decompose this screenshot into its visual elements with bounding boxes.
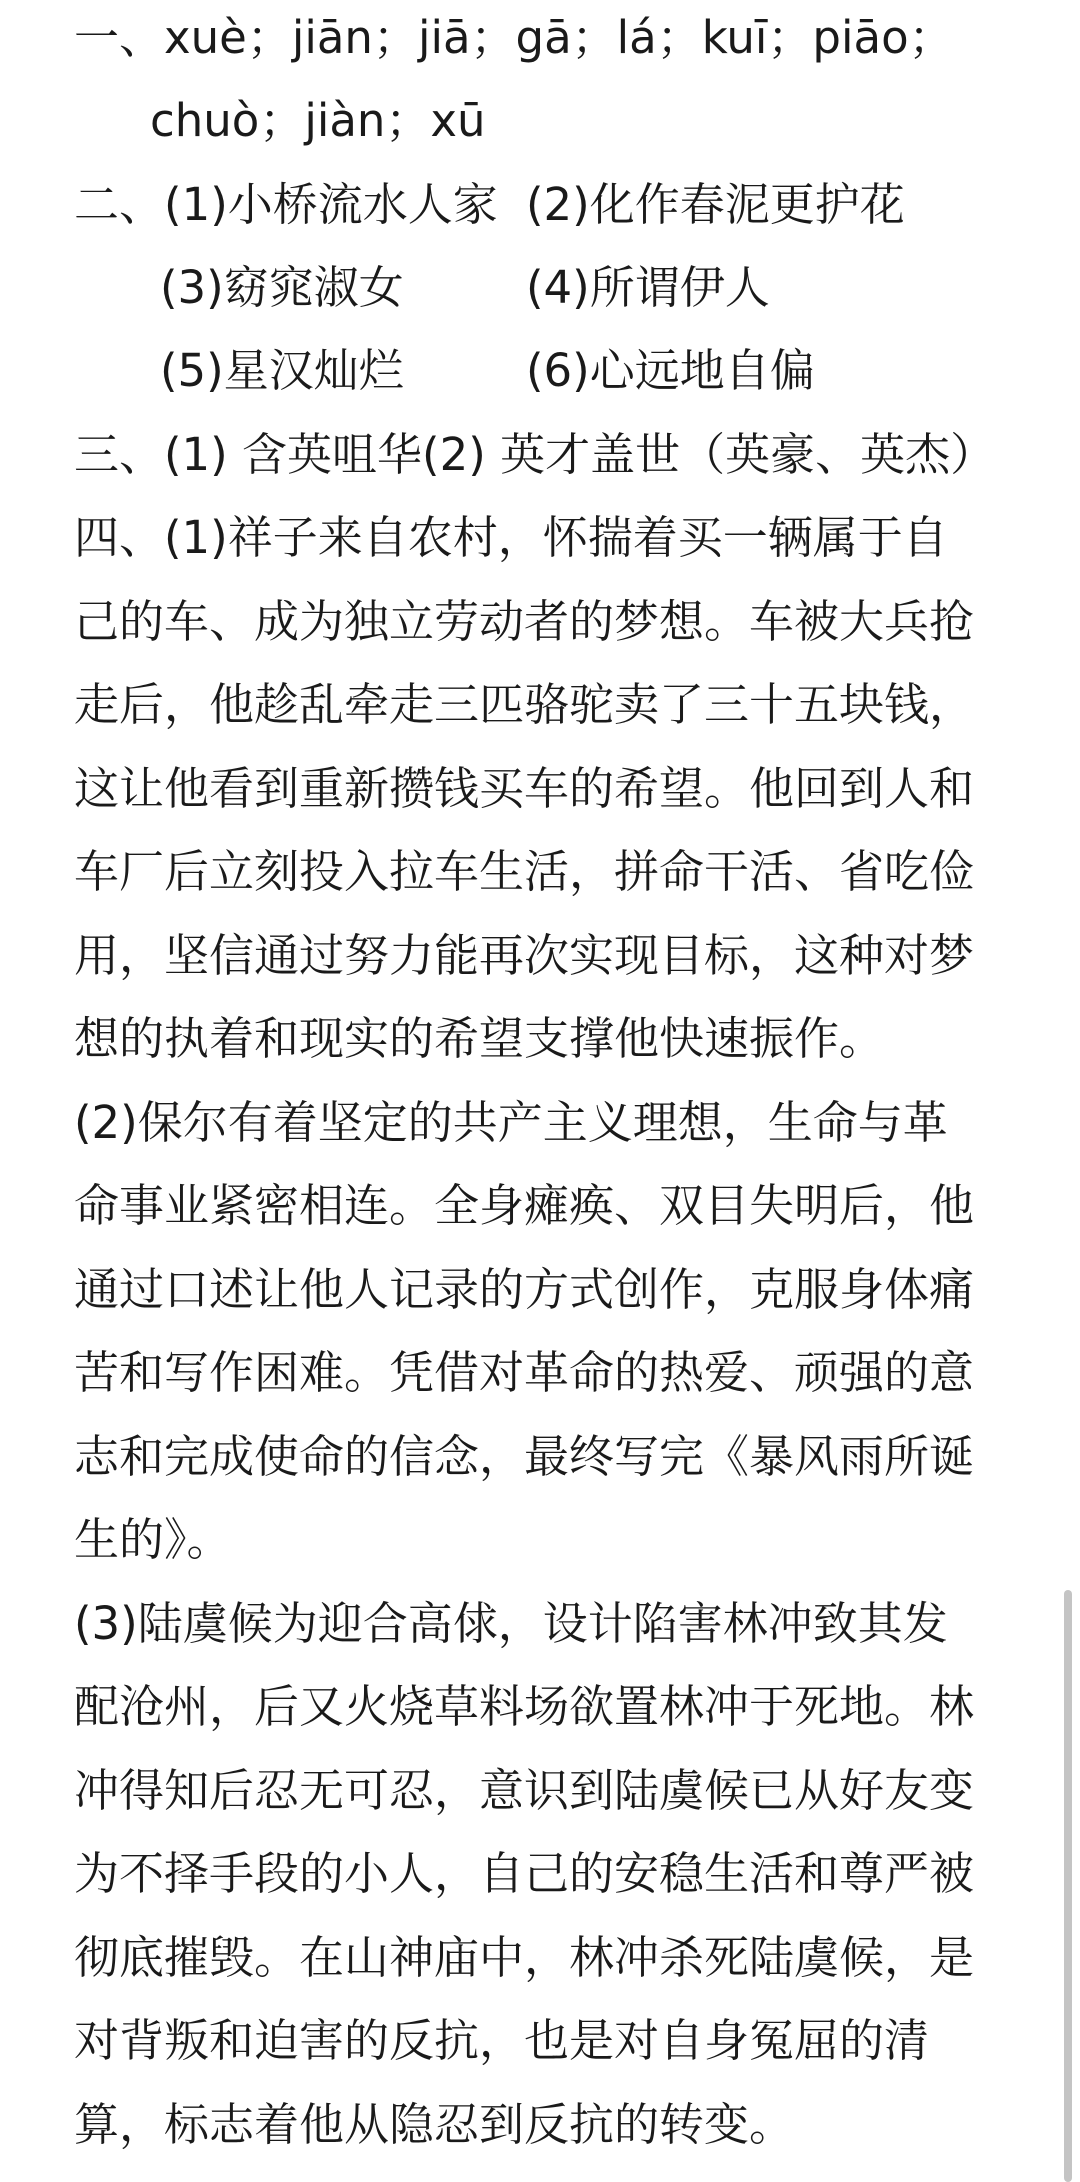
section-4-line: 这让他看到重新攒钱买车的希望。他回到人和 bbox=[74, 762, 975, 815]
section-4-line: 配沧州，后又火烧草料场欲置林冲于死地。林 bbox=[74, 1680, 975, 1733]
section-4-line: 为不择手段的小人，自己的安稳生活和尊严被 bbox=[74, 1847, 975, 1900]
answer-section-1-line-2: chuò；jiàn；xū bbox=[150, 94, 486, 147]
section-4-line: 对背叛和迫害的反抗，也是对自身冤屈的清 bbox=[74, 2014, 930, 2067]
section-4-line: 想的执着和现实的希望支撑他快速振作。 bbox=[74, 1012, 885, 1065]
section-4-line: 用，坚信通过努力能再次实现目标，这种对梦 bbox=[74, 929, 975, 982]
section-4-line: 通过口述让他人记录的方式创作，克服身体痛 bbox=[74, 1263, 975, 1316]
section-4-line: 生的》。 bbox=[74, 1513, 232, 1566]
section-4-line: 志和完成使命的信念，最终写完《暴风雨所诞 bbox=[74, 1430, 975, 1483]
section-4-line: 命事业紧密相连。全身瘫痪、双目失明后，他 bbox=[74, 1179, 975, 1232]
answer-section-3-line: 三、(1) 含英咀华(2) 英才盖世（英豪、英杰） bbox=[74, 428, 996, 481]
section-4-line: 冲得知后忍无可忍，意识到陆虞候已从好友变 bbox=[74, 1764, 975, 1817]
section-2-item-4: (4)所谓伊人 bbox=[526, 261, 770, 314]
section-2-item-3: (3)窈窕淑女 bbox=[160, 261, 404, 314]
section-2-item-5: (5)星汉灿烂 bbox=[160, 344, 404, 397]
section-4-line: 己的车、成为独立劳动者的梦想。车被大兵抢 bbox=[74, 595, 975, 648]
section-4-line: (3)陆虞候为迎合高俅，设计陷害林冲致其发 bbox=[74, 1597, 948, 1650]
answer-section-1-line-1: 一、xuè；jiān；jiā；gā；lá；kuī；piāo； bbox=[74, 11, 954, 64]
vertical-scrollbar[interactable] bbox=[1064, 1590, 1072, 2182]
section-2-item-1: (1)小桥流水人家 bbox=[164, 178, 498, 231]
answer-section-2-row-1 bbox=[74, 175, 905, 235]
section-4-line: 苦和写作困难。凭借对革命的热爱、顽强的意 bbox=[74, 1346, 975, 1399]
section-4-line: (2)保尔有着坚定的共产主义理想，生命与革 bbox=[74, 1096, 948, 1149]
section-4-line: 彻底摧毁。在山神庙中，林冲杀死陆虞候，是 bbox=[74, 1931, 975, 1984]
section-4-line: 四、(1)祥子来自农村，怀揣着买一辆属于自 bbox=[74, 511, 948, 564]
section-2-item-6: (6)心远地自偏 bbox=[526, 344, 815, 397]
section-4-line: 车厂后立刻投入拉车生活，拼命干活、省吃俭 bbox=[74, 845, 975, 898]
section-4-line: 算，标志着他从隐忍到反抗的转变。 bbox=[74, 2098, 795, 2151]
section-2-item-2: (2)化作春泥更护花 bbox=[526, 178, 905, 231]
section-4-line: 走后，他趁乱牵走三匹骆驼卖了三十五块钱， bbox=[74, 678, 975, 731]
section-2-prefix: 二、 bbox=[74, 178, 165, 231]
